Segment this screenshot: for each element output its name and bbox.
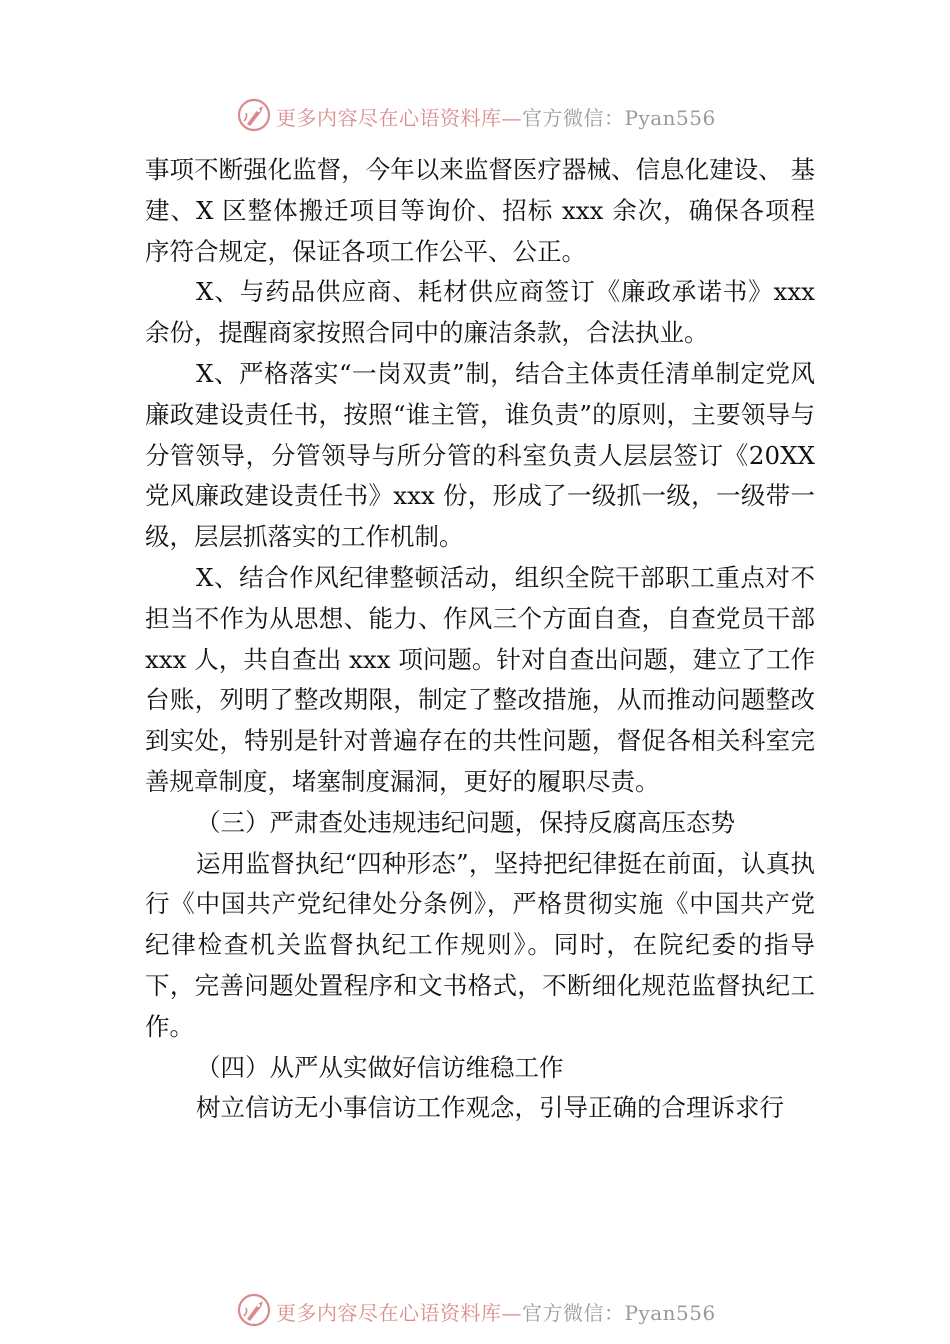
pen-nib-icon [236,97,272,133]
section-heading-4: （四）从严从实做好信访维稳工作 [196,1052,564,1082]
watermark-dash: — [501,106,522,130]
watermark-wechat-id: Pyan556 [624,1301,716,1325]
section-heading-3: （三）严肃查处违规违纪问题，保持反腐高压态势 [196,807,735,837]
paragraph-6: 树立信访无小事信访工作观念，引导正确的合理诉求行 [196,1093,784,1123]
watermark-brand: 更多内容尽在心语资料库 [276,106,502,130]
watermark-brand: 更多内容尽在心语资料库 [276,1301,502,1325]
paragraph-1: 事项不断强化监督，今年以来监督医疗器械、信息化建设、 基建、X 区整体搬迁项目等询价、招标 xxx 余次，确保各项程序符合规定，保证各项工作公平、公正。 [145,155,815,266]
watermark-header [0,95,950,135]
paragraph-2: X、与药品供应商、耗材供应商签订《廉政承诺书》xxx 余份，提醒商家按照合同中的廉洁条款，合法执业。 [145,277,815,348]
watermark-text [276,1297,716,1326]
paragraph-5: 运用监督执纪“四种形态”，坚持把纪律挺在前面，认真执行《中国共产党纪律处分条例》，严格贯彻实施《中国共产党纪律检查机关监督执纪工作规则》。同时，在院纪委的指导下，完善问题处置程序和文书格式，不断细化规范监督执纪工作。 [145,848,815,1041]
document-body [145,150,815,1129]
watermark-official: 官方微信： [522,106,625,130]
watermark-official: 官方微信： [522,1301,625,1325]
watermark-wechat-id: Pyan556 [624,106,716,130]
pen-nib-icon [236,1292,272,1328]
paragraph-4: X、结合作风纪律整顿活动，组织全院干部职工重点对不担当不作为从思想、能力、作风三个方面自查，自查党员干部 xxx 人，共自查出 xxx 项问题。针对自查出问题，建立了工作台账，列明了整改期限，制定了整改措施，从而推动问题整改到实处，特别是针对普遍存在的共性问题，督促各相关科室完善规章制度，堵塞制度漏洞，更好的履职尽责。 [145,562,815,796]
watermark-footer [0,1290,950,1330]
paragraph-3: X、严格落实“一岗双责”制，结合主体责任清单制定党风廉政建设责任书，按照“谁主管，谁负责”的原则，主要领导与分管领导，分管领导与所分管的科室负责人层层签订《20XX 党风廉政建设责任书》xxx 份，形成了一级抓一级，一级带一级，层层抓落实的工作机制。 [145,358,815,552]
watermark-dash: — [501,1301,522,1325]
watermark-text [276,102,716,131]
